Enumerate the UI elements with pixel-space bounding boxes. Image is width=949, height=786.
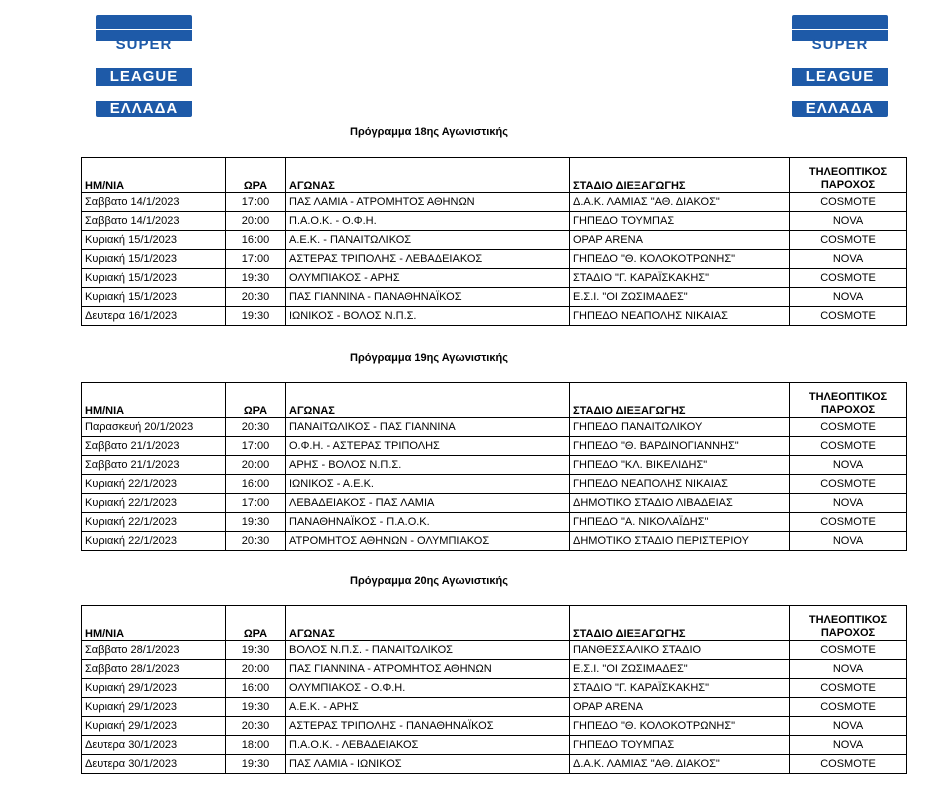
- match-venue-cell: ΓΗΠΕΔΟ ΝΕΑΠΟΛΗΣ ΝΙΚΑΙΑΣ: [570, 307, 790, 326]
- super-league-logo-left: [96, 15, 192, 117]
- match-teams-cell: ΠΑΝΑΘΗΝΑΪΚΟΣ - Π.Α.Ο.Κ.: [286, 513, 570, 532]
- header-time: ΩΡΑ: [226, 606, 286, 641]
- match-time-cell: 17:00: [226, 193, 286, 212]
- match-venue-cell: Δ.Α.Κ. ΛΑΜΙΑΣ "ΑΘ. ΔΙΑΚΟΣ": [570, 755, 790, 774]
- match-tv-cell: COSMOTE: [790, 307, 907, 326]
- match-date-cell: Δευτερα 30/1/2023: [82, 755, 226, 774]
- match-venue-cell: OPAP ARENA: [570, 698, 790, 717]
- round-18-title: Πρόγραμμα 18ης Αγωνιστικής: [350, 126, 508, 138]
- match-date-cell: Κυριακή 22/1/2023: [82, 513, 226, 532]
- match-date-cell: Παρασκευή 20/1/2023: [82, 418, 226, 437]
- match-venue-cell: ΓΗΠΕΔΟ "Θ. ΚΟΛΟΚΟΤΡΩΝΗΣ": [570, 717, 790, 736]
- header-tv-provider: [790, 383, 907, 418]
- table-row: [82, 679, 907, 698]
- match-tv-cell: COSMOTE: [790, 679, 907, 698]
- match-tv-cell: NOVA: [790, 736, 907, 755]
- match-venue-cell: Δ.Α.Κ. ΛΑΜΙΑΣ "ΑΘ. ΔΙΑΚΟΣ": [570, 193, 790, 212]
- table-row: [82, 456, 907, 475]
- match-date-cell: Σαββατο 14/1/2023: [82, 193, 226, 212]
- match-teams-cell: ΠΑΣ ΓΙΑΝΝΙΝΑ - ΑΤΡΟΜΗΤΟΣ ΑΘΗΝΩΝ: [286, 660, 570, 679]
- header-date: ΗΜ/ΝΙΑ: [82, 606, 226, 641]
- header-tv-line2: ΠΑΡΟΧΟΣ: [820, 627, 876, 639]
- match-tv-cell: COSMOTE: [790, 269, 907, 288]
- table-row: [82, 494, 907, 513]
- table-row: [82, 212, 907, 231]
- match-date-cell: Κυριακή 29/1/2023: [82, 717, 226, 736]
- match-teams-cell: ΑΡΗΣ - ΒΟΛΟΣ Ν.Π.Σ.: [286, 456, 570, 475]
- match-date-cell: Κυριακή 22/1/2023: [82, 475, 226, 494]
- match-date-cell: Σαββατο 28/1/2023: [82, 660, 226, 679]
- header-tv-line1: ΤΗΛΕΟΠΤΙΚΟΣ: [808, 166, 888, 178]
- match-time-cell: 17:00: [226, 494, 286, 513]
- table-row: [82, 231, 907, 250]
- match-time-cell: 17:00: [226, 437, 286, 456]
- match-teams-cell: ΟΛΥΜΠΙΑΚΟΣ - ΑΡΗΣ: [286, 269, 570, 288]
- match-teams-cell: Α.Ε.Κ. - ΠΑΝΑΙΤΩΛΙΚΟΣ: [286, 231, 570, 250]
- round-20-title: Πρόγραμμα 20ης Αγωνιστικής: [350, 575, 508, 587]
- match-teams-cell: ΠΑΣ ΛΑΜΙΑ - ΙΩΝΙΚΟΣ: [286, 755, 570, 774]
- header-venue: ΣΤΑΔΙΟ ΔΙΕΞΑΓΩΓΗΣ: [570, 158, 790, 193]
- header-tv-line2: ΠΑΡΟΧΟΣ: [820, 404, 876, 416]
- match-venue-cell: ΓΗΠΕΔΟ ΠΑΝΑΙΤΩΛΙΚΟΥ: [570, 418, 790, 437]
- match-date-cell: Κυριακή 15/1/2023: [82, 288, 226, 307]
- match-teams-cell: ΒΟΛΟΣ Ν.Π.Σ. - ΠΑΝΑΙΤΩΛΙΚΟΣ: [286, 641, 570, 660]
- match-time-cell: 18:00: [226, 736, 286, 755]
- match-time-cell: 20:30: [226, 717, 286, 736]
- table-row: [82, 437, 907, 456]
- header-time: ΩΡΑ: [226, 383, 286, 418]
- match-time-cell: 16:00: [226, 475, 286, 494]
- header-tv-line1: ΤΗΛΕΟΠΤΙΚΟΣ: [808, 391, 888, 403]
- match-time-cell: 19:30: [226, 641, 286, 660]
- table-row: [82, 717, 907, 736]
- match-tv-cell: NOVA: [790, 212, 907, 231]
- table-row: [82, 475, 907, 494]
- logo-line-ellada: ΕΛΛΑΔΑ: [109, 100, 179, 117]
- table-row: [82, 736, 907, 755]
- match-time-cell: 19:30: [226, 513, 286, 532]
- header-tv-line1: ΤΗΛΕΟΠΤΙΚΟΣ: [808, 614, 888, 626]
- match-tv-cell: NOVA: [790, 660, 907, 679]
- match-teams-cell: ΙΩΝΙΚΟΣ - ΒΟΛΟΣ Ν.Π.Σ.: [286, 307, 570, 326]
- header-date: ΗΜ/ΝΙΑ: [82, 383, 226, 418]
- match-time-cell: 20:30: [226, 288, 286, 307]
- match-venue-cell: ΣΤΑΔΙΟ "Γ. ΚΑΡΑΪΣΚΑΚΗΣ": [570, 679, 790, 698]
- match-time-cell: 20:00: [226, 456, 286, 475]
- super-league-logo-right: [792, 15, 888, 117]
- header-date: ΗΜ/ΝΙΑ: [82, 158, 226, 193]
- table-row: [82, 532, 907, 551]
- match-tv-cell: NOVA: [790, 456, 907, 475]
- match-tv-cell: COSMOTE: [790, 475, 907, 494]
- match-venue-cell: Ε.Σ.Ι. "ΟΙ ΖΩΣΙΜΑΔΕΣ": [570, 288, 790, 307]
- table-row: [82, 418, 907, 437]
- match-date-cell: Κυριακή 29/1/2023: [82, 698, 226, 717]
- header-tv-line2: ΠΑΡΟΧΟΣ: [820, 179, 876, 191]
- header-tv-provider: [790, 606, 907, 641]
- match-venue-cell: ΔΗΜΟΤΙΚΟ ΣΤΑΔΙΟ ΠΕΡΙΣΤΕΡΙΟΥ: [570, 532, 790, 551]
- match-date-cell: Κυριακή 22/1/2023: [82, 532, 226, 551]
- match-venue-cell: Ε.Σ.Ι. "ΟΙ ΖΩΣΙΜΑΔΕΣ": [570, 660, 790, 679]
- match-date-cell: Δευτερα 16/1/2023: [82, 307, 226, 326]
- table-row: [82, 269, 907, 288]
- table-header-row: [82, 606, 907, 641]
- match-date-cell: Κυριακή 15/1/2023: [82, 250, 226, 269]
- match-venue-cell: ΓΗΠΕΔΟ "Θ. ΚΟΛΟΚΟΤΡΩΝΗΣ": [570, 250, 790, 269]
- match-date-cell: Σαββατο 21/1/2023: [82, 456, 226, 475]
- match-venue-cell: ΔΗΜΟΤΙΚΟ ΣΤΑΔΙΟ ΛΙΒΑΔΕΙΑΣ: [570, 494, 790, 513]
- match-time-cell: 19:30: [226, 755, 286, 774]
- match-tv-cell: COSMOTE: [790, 418, 907, 437]
- match-tv-cell: COSMOTE: [790, 513, 907, 532]
- match-tv-cell: COSMOTE: [790, 231, 907, 250]
- match-date-cell: Σαββατο 14/1/2023: [82, 212, 226, 231]
- match-date-cell: Σαββατο 28/1/2023: [82, 641, 226, 660]
- table-row: [82, 307, 907, 326]
- match-teams-cell: ΑΤΡΟΜΗΤΟΣ ΑΘΗΝΩΝ - ΟΛΥΜΠΙΑΚΟΣ: [286, 532, 570, 551]
- match-tv-cell: NOVA: [790, 717, 907, 736]
- match-date-cell: Δευτερα 30/1/2023: [82, 736, 226, 755]
- round-20-table: [81, 605, 907, 774]
- match-teams-cell: ΑΣΤΕΡΑΣ ΤΡΙΠΟΛΗΣ - ΠΑΝΑΘΗΝΑΪΚΟΣ: [286, 717, 570, 736]
- match-venue-cell: ΓΗΠΕΔΟ ΤΟΥΜΠΑΣ: [570, 736, 790, 755]
- round-19-title: Πρόγραμμα 19ης Αγωνιστικής: [350, 352, 508, 364]
- match-teams-cell: Ο.Φ.Η. - ΑΣΤΕΡΑΣ ΤΡΙΠΟΛΗΣ: [286, 437, 570, 456]
- logo-line-league: LEAGUE: [109, 68, 179, 85]
- match-teams-cell: Π.Α.Ο.Κ. - Ο.Φ.Η.: [286, 212, 570, 231]
- match-venue-cell: ΓΗΠΕΔΟ ΤΟΥΜΠΑΣ: [570, 212, 790, 231]
- match-tv-cell: COSMOTE: [790, 437, 907, 456]
- match-teams-cell: ΠΑΣ ΛΑΜΙΑ - ΑΤΡΟΜΗΤΟΣ ΑΘΗΝΩΝ: [286, 193, 570, 212]
- match-venue-cell: OPAP ARENA: [570, 231, 790, 250]
- match-teams-cell: ΠΑΣ ΓΙΑΝΝΙΝΑ - ΠΑΝΑΘΗΝΑΪΚΟΣ: [286, 288, 570, 307]
- match-venue-cell: ΠΑΝΘΕΣΣΑΛΙΚΟ ΣΤΑΔΙΟ: [570, 641, 790, 660]
- match-teams-cell: ΑΣΤΕΡΑΣ ΤΡΙΠΟΛΗΣ - ΛΕΒΑΔΕΙΑΚΟΣ: [286, 250, 570, 269]
- round-18-table: [81, 157, 907, 326]
- match-time-cell: 16:00: [226, 231, 286, 250]
- table-row: [82, 288, 907, 307]
- match-venue-cell: ΓΗΠΕΔΟ ΝΕΑΠΟΛΗΣ ΝΙΚΑΙΑΣ: [570, 475, 790, 494]
- match-date-cell: Κυριακή 22/1/2023: [82, 494, 226, 513]
- header-match: ΑΓΩΝΑΣ: [286, 383, 570, 418]
- match-date-cell: Κυριακή 15/1/2023: [82, 269, 226, 288]
- header-tv-provider: [790, 158, 907, 193]
- logo-line-super: SUPER: [811, 36, 869, 53]
- match-tv-cell: COSMOTE: [790, 193, 907, 212]
- match-tv-cell: COSMOTE: [790, 698, 907, 717]
- match-tv-cell: NOVA: [790, 532, 907, 551]
- logo-line-league: LEAGUE: [805, 68, 875, 85]
- match-time-cell: 19:30: [226, 307, 286, 326]
- match-tv-cell: COSMOTE: [790, 755, 907, 774]
- match-tv-cell: NOVA: [790, 250, 907, 269]
- table-row: [82, 513, 907, 532]
- match-teams-cell: ΛΕΒΑΔΕΙΑΚΟΣ - ΠΑΣ ΛΑΜΙΑ: [286, 494, 570, 513]
- match-venue-cell: ΓΗΠΕΔΟ "ΚΛ. ΒΙΚΕΛΙΔΗΣ": [570, 456, 790, 475]
- match-tv-cell: NOVA: [790, 494, 907, 513]
- table-row: [82, 250, 907, 269]
- match-date-cell: Κυριακή 29/1/2023: [82, 679, 226, 698]
- match-time-cell: 17:00: [226, 250, 286, 269]
- match-venue-cell: ΣΤΑΔΙΟ "Γ. ΚΑΡΑΪΣΚΑΚΗΣ": [570, 269, 790, 288]
- round-19-table: [81, 382, 907, 551]
- table-row: [82, 193, 907, 212]
- header-match: ΑΓΩΝΑΣ: [286, 606, 570, 641]
- table-row: [82, 660, 907, 679]
- table-row: [82, 755, 907, 774]
- match-teams-cell: Π.Α.Ο.Κ. - ΛΕΒΑΔΕΙΑΚΟΣ: [286, 736, 570, 755]
- header-venue: ΣΤΑΔΙΟ ΔΙΕΞΑΓΩΓΗΣ: [570, 606, 790, 641]
- table-header-row: [82, 158, 907, 193]
- match-date-cell: Σαββατο 21/1/2023: [82, 437, 226, 456]
- table-row: [82, 641, 907, 660]
- match-time-cell: 19:30: [226, 269, 286, 288]
- table-row: [82, 698, 907, 717]
- match-time-cell: 16:00: [226, 679, 286, 698]
- match-teams-cell: Α.Ε.Κ. - ΑΡΗΣ: [286, 698, 570, 717]
- match-time-cell: 20:30: [226, 532, 286, 551]
- header-match: ΑΓΩΝΑΣ: [286, 158, 570, 193]
- match-teams-cell: ΠΑΝΑΙΤΩΛΙΚΟΣ - ΠΑΣ ΓΙΑΝΝΙΝΑ: [286, 418, 570, 437]
- match-venue-cell: ΓΗΠΕΔΟ "Α. ΝΙΚΟΛΑΪΔΗΣ": [570, 513, 790, 532]
- header-venue: ΣΤΑΔΙΟ ΔΙΕΞΑΓΩΓΗΣ: [570, 383, 790, 418]
- match-time-cell: 19:30: [226, 698, 286, 717]
- match-time-cell: 20:00: [226, 212, 286, 231]
- match-teams-cell: ΙΩΝΙΚΟΣ - Α.Ε.Κ.: [286, 475, 570, 494]
- match-time-cell: 20:30: [226, 418, 286, 437]
- match-venue-cell: ΓΗΠΕΔΟ "Θ. ΒΑΡΔΙΝΟΓΙΑΝΝΗΣ": [570, 437, 790, 456]
- logo-line-ellada: ΕΛΛΑΔΑ: [805, 100, 875, 117]
- match-tv-cell: NOVA: [790, 288, 907, 307]
- match-time-cell: 20:00: [226, 660, 286, 679]
- table-header-row: [82, 383, 907, 418]
- header-time: ΩΡΑ: [226, 158, 286, 193]
- match-date-cell: Κυριακή 15/1/2023: [82, 231, 226, 250]
- logo-line-super: SUPER: [115, 36, 173, 53]
- match-tv-cell: COSMOTE: [790, 641, 907, 660]
- match-teams-cell: ΟΛΥΜΠΙΑΚΟΣ - Ο.Φ.Η.: [286, 679, 570, 698]
